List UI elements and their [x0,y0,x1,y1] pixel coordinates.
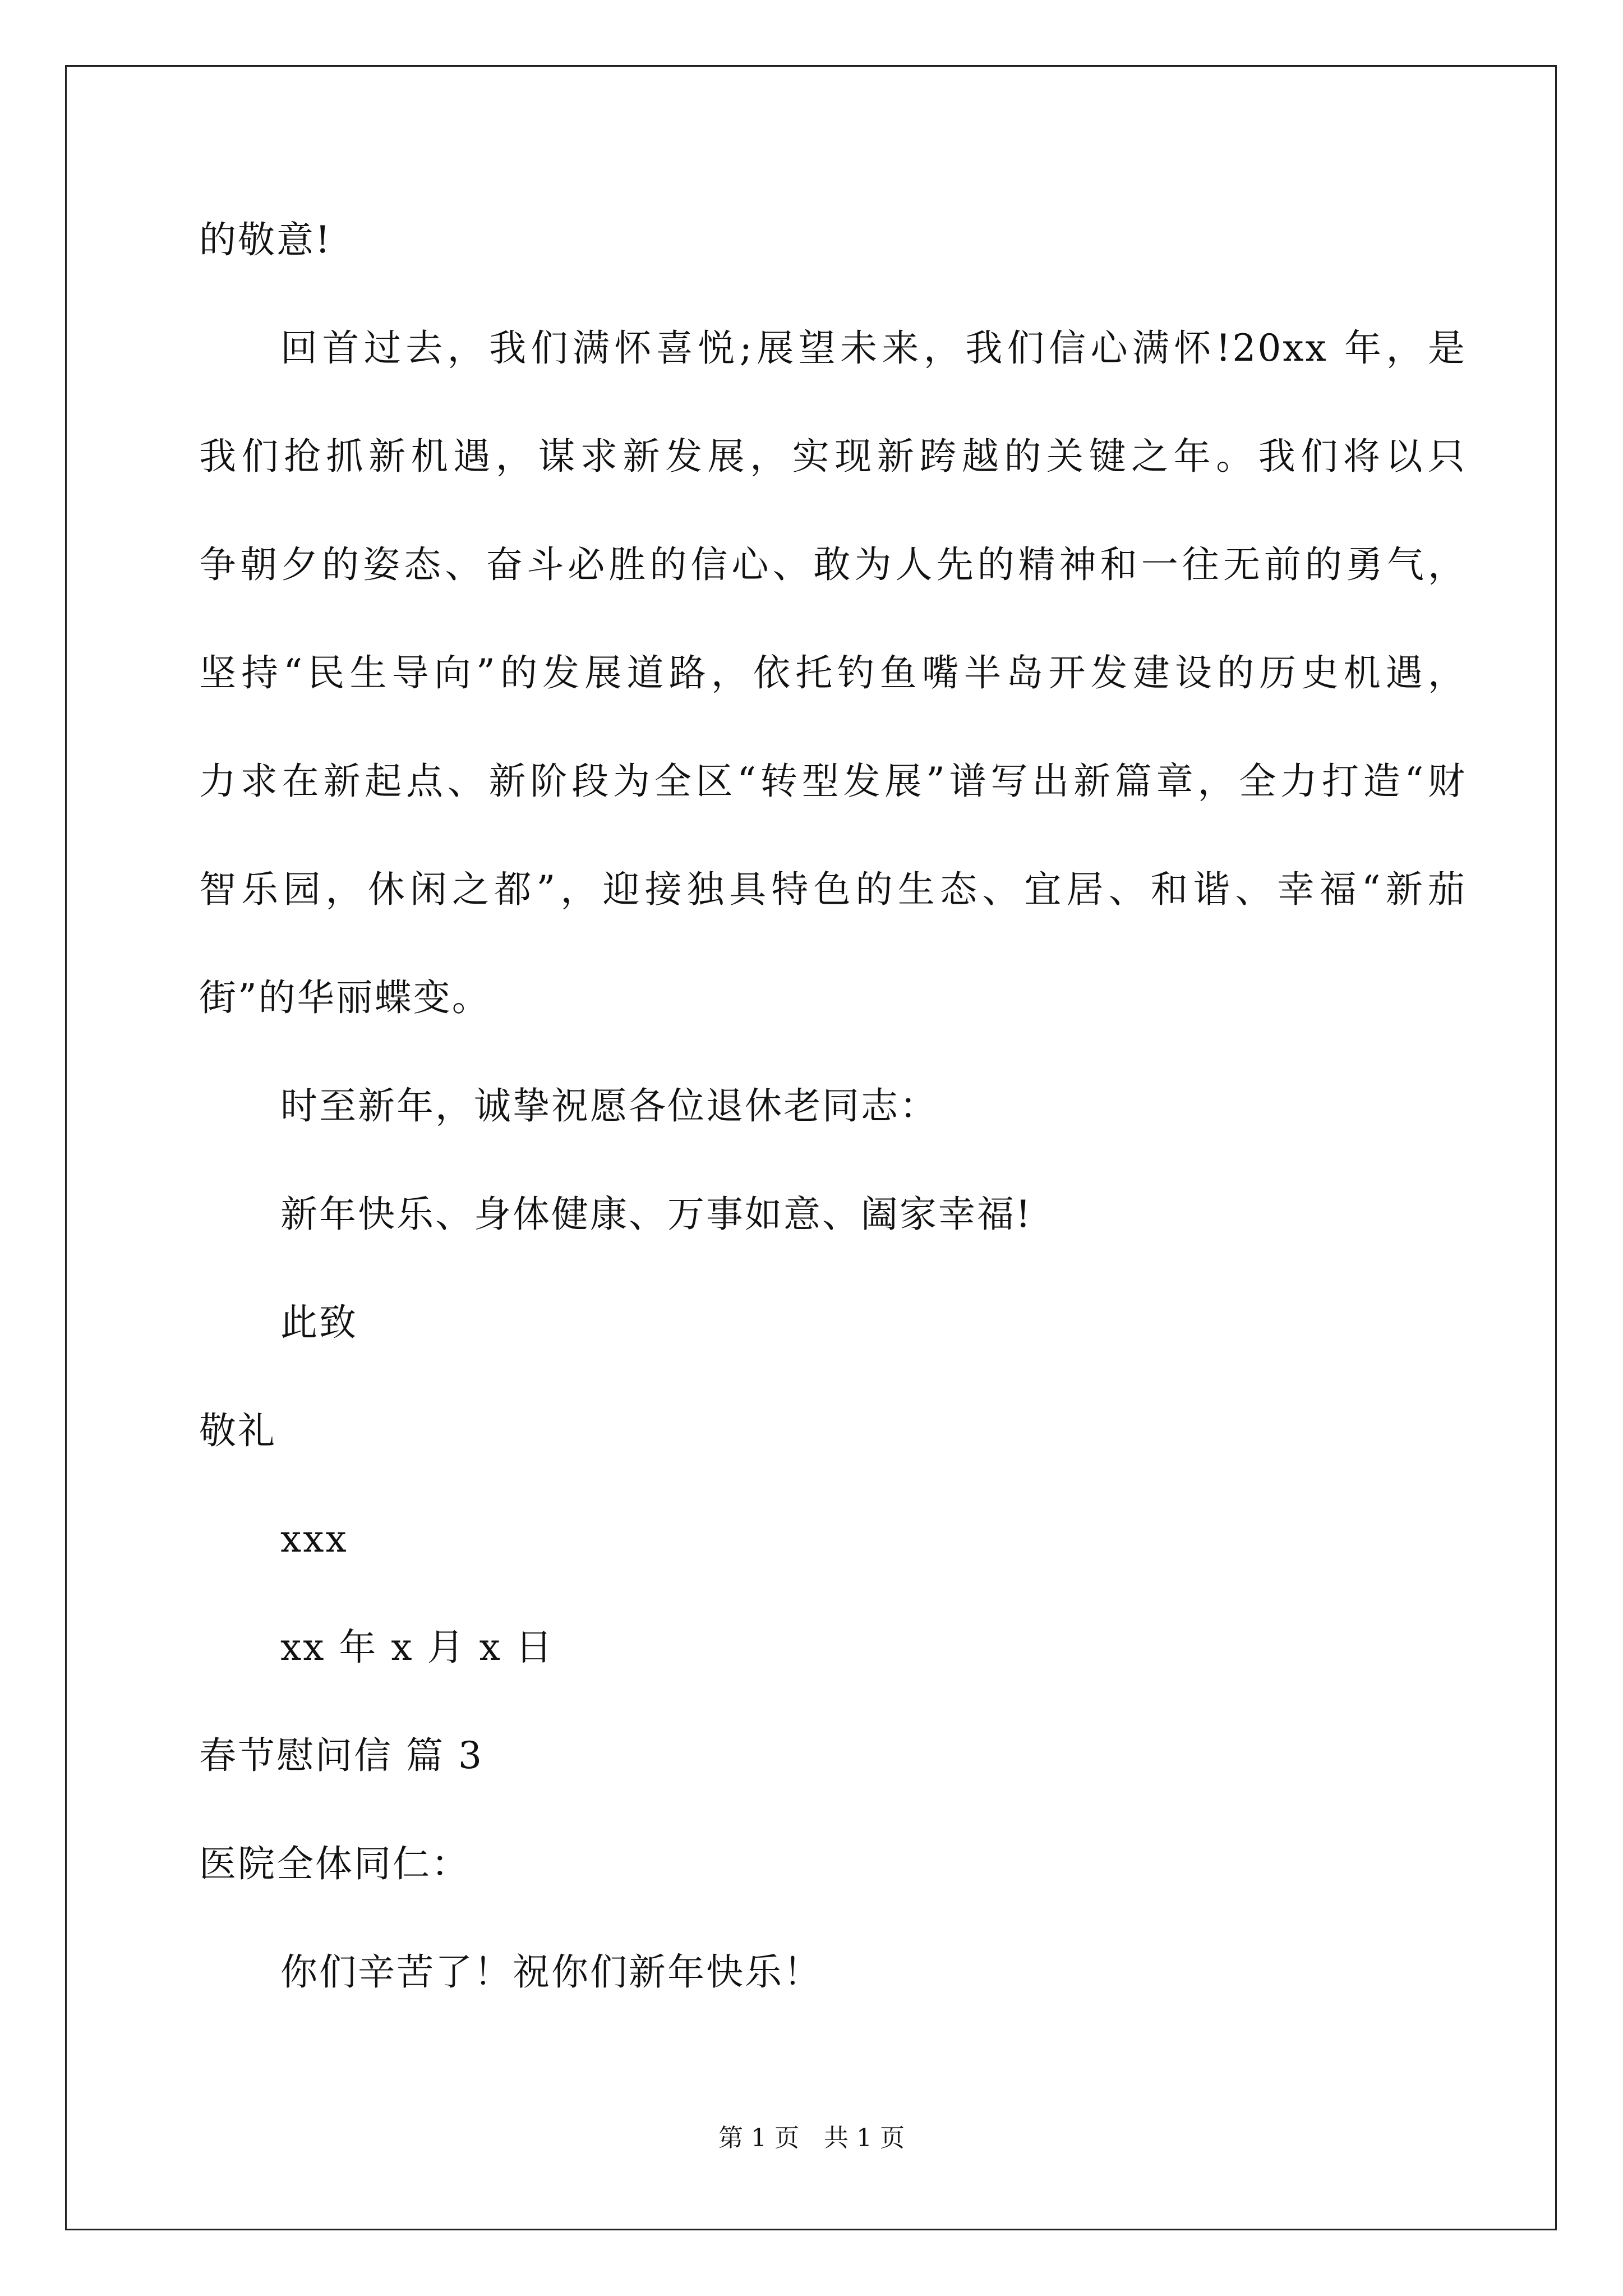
greeting-line: 时至新年，诚挚祝愿各位退休老同志： [280,1084,938,1128]
text-line: 的敬意! [199,218,332,261]
section-heading: 春节慰问信 篇 3 [199,1734,483,1777]
wishes-line: 新年快乐、身体健康、万事如意、阖家幸福! [280,1193,1032,1236]
signature: xxx [280,1517,348,1561]
closing-cizhi: 此致 [280,1301,358,1344]
paragraph-line: 力求在新起点、新阶段为全区“转型发展”谱写出新篇章，全力打造“财 [199,760,1467,803]
salutation: 医院全体同仁： [199,1842,470,1885]
page-border [65,65,1557,2230]
paragraph-line: 你们辛苦了！祝你们新年快乐！ [280,1950,822,1994]
paragraph-line: 回首过去，我们满怀喜悦;展望未来，我们信心满怀!20xx 年，是 [280,326,1467,370]
paragraph-line: 坚持“民生导向”的发展道路，依托钓鱼嘴半岛开发建设的历史机遇， [199,651,1467,694]
paragraph-line: 我们抢抓新机遇，谋求新发展，实现新跨越的关键之年。我们将以只 [199,435,1467,478]
page-footer: 第 1 页 共 1 页 [718,2124,905,2152]
paragraph-line: 智乐园，休闲之都”，迎接独具特色的生态、宜居、和谐、幸福“新茄 [199,868,1467,911]
date: xx 年 x 月 x 日 [280,1626,554,1669]
paragraph-line: 街”的华丽蝶变。 [199,976,491,1019]
closing-jingli: 敬礼 [199,1409,276,1452]
paragraph-line: 争朝夕的姿态、奋斗必胜的信心、敢为人先的精神和一往无前的勇气， [199,543,1467,586]
